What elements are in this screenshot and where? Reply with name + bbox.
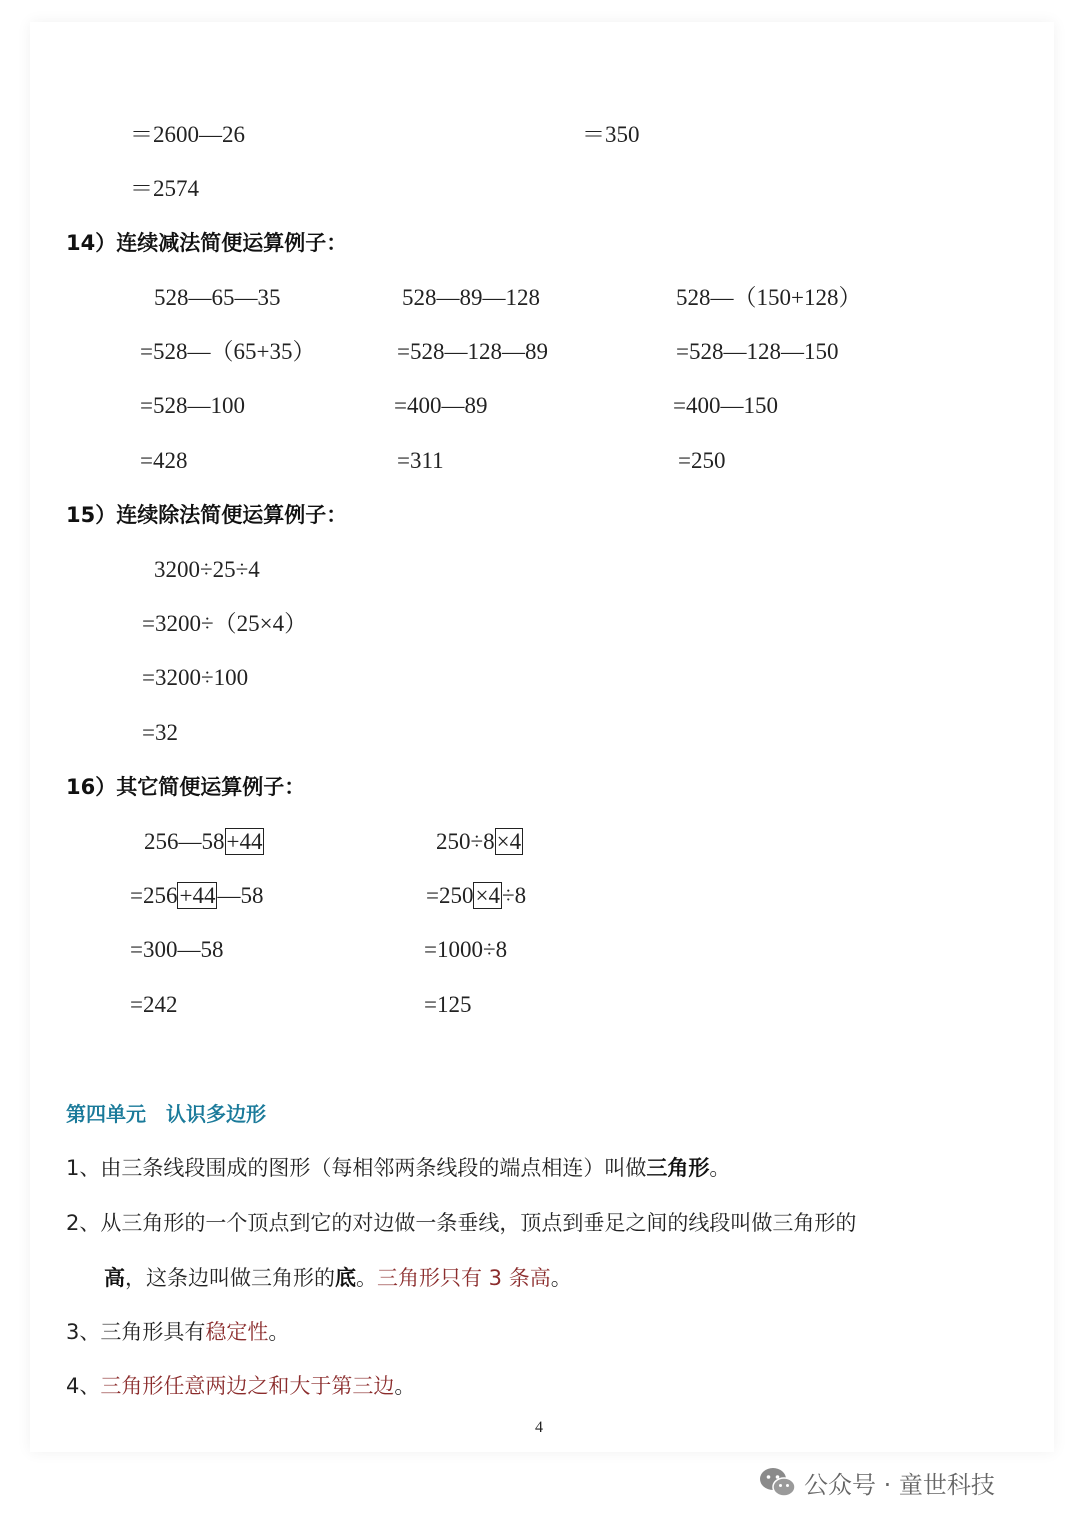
calc-line: =300—58	[130, 937, 224, 962]
calc-line: =400—150	[673, 393, 778, 418]
watermark-text: 公众号 · 童世科技	[804, 1470, 995, 1499]
highlight-text: 三角形任意两边之和大于第三边	[100, 1374, 395, 1398]
calc-text: =250	[426, 883, 474, 908]
calc-line: ＝350	[582, 122, 640, 147]
calc-line: 528—65—35	[154, 285, 281, 310]
calc-line: ＝2600—26	[130, 122, 245, 147]
page-number: 4	[535, 1419, 543, 1436]
calc-text: ÷8	[501, 883, 527, 908]
item-text: 3、三角形具有	[66, 1320, 206, 1344]
calc-line: =1000÷8	[424, 937, 508, 962]
boxed-term: +44	[179, 883, 216, 908]
watermark	[758, 1462, 995, 1502]
calc-line: 528—89—128	[402, 285, 540, 310]
calc-line: =311	[397, 448, 444, 473]
wechat-icon	[758, 1465, 796, 1499]
calc-line: =528—100	[140, 393, 245, 418]
term-bold: 底	[335, 1266, 356, 1290]
knowledge-item: 2、从三角形的一个顶点到它的对边做一条垂线，顶点到垂足之间的线段叫做三角形的	[66, 1211, 857, 1235]
term-bold: 三角形	[646, 1156, 710, 1180]
calc-line	[144, 827, 264, 857]
knowledge-item	[66, 1317, 289, 1347]
calc-line: =528—128—150	[676, 339, 839, 364]
calc-line: =428	[140, 448, 188, 473]
calc-line: 3200÷25÷4	[154, 557, 260, 582]
calc-line: =32	[142, 720, 178, 745]
knowledge-item-continued	[104, 1263, 572, 1293]
item-text: 。	[356, 1266, 377, 1290]
boxed-term: ×4	[496, 829, 522, 854]
item-text: 。	[394, 1374, 416, 1398]
term-bold: 高	[104, 1266, 125, 1290]
calc-line: =528—128—89	[397, 339, 548, 364]
calc-line	[426, 881, 526, 911]
calc-line	[436, 827, 523, 857]
calc-line: =250	[678, 448, 726, 473]
unit-title: 第四单元 认识多边形	[66, 1102, 266, 1126]
calc-line: =400—89	[394, 393, 488, 418]
highlight-text: 稳定性	[205, 1320, 269, 1344]
calc-line: =242	[130, 992, 178, 1017]
knowledge-item	[66, 1153, 730, 1183]
calc-line: =528—（65+35）	[140, 339, 316, 364]
calc-line: =3200÷100	[142, 665, 249, 690]
calc-line: ＝2574	[130, 176, 199, 201]
item-text: ，这条边叫做三角形的	[125, 1266, 335, 1290]
calc-line: =3200÷（25×4）	[142, 611, 308, 636]
calc-text: 250÷8	[436, 829, 495, 854]
boxed-term: ×4	[475, 883, 500, 908]
calc-text: 256—58	[144, 829, 225, 854]
highlight-text: 三角形只有 3 条高	[377, 1266, 551, 1290]
calc-text: =256	[130, 883, 178, 908]
calc-line: 528—（150+128）	[676, 285, 862, 310]
item-text: 。	[550, 1266, 572, 1290]
section-16-heading: 16）其它简便运算例子：	[66, 775, 306, 799]
calc-line	[130, 881, 263, 911]
section-14-heading: 14）连续减法简便运算例子：	[66, 231, 348, 255]
section-15-heading: 15）连续除法简便运算例子：	[66, 503, 348, 527]
knowledge-item	[66, 1371, 415, 1401]
calc-line: =125	[424, 992, 472, 1017]
item-text: 1、由三条线段围成的图形（每相邻两条线段的端点相连）叫做	[66, 1156, 647, 1180]
item-text: 4、	[66, 1374, 101, 1398]
item-text: 。	[268, 1320, 290, 1344]
boxed-term: +44	[226, 829, 263, 854]
item-text: 。	[709, 1156, 731, 1180]
calc-text: —58	[217, 883, 264, 908]
